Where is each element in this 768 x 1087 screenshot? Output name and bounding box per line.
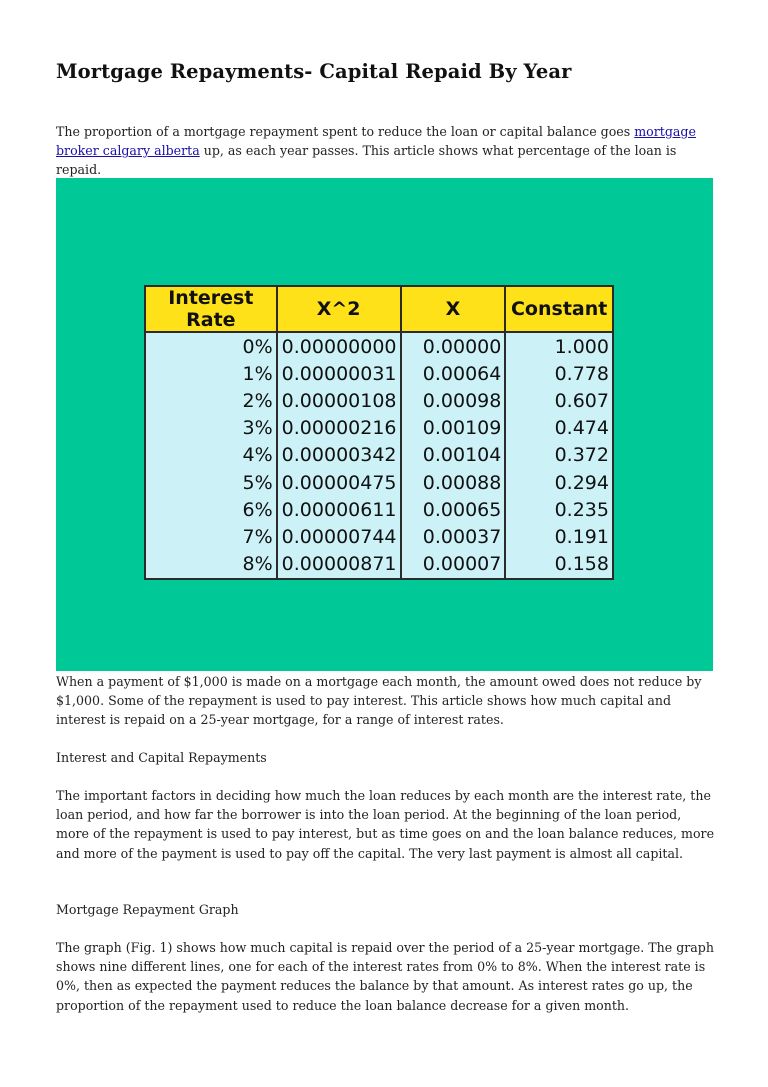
cell-rate: 6% (145, 496, 277, 523)
cell-rate: 1% (145, 360, 277, 387)
cell-rate: 2% (145, 387, 277, 414)
rates-table-image (56, 178, 713, 671)
intro-text-before: The proportion of a mortgage repayment spent to reduce the loan or capital balance goes (56, 124, 635, 139)
cell-rate: 0% (145, 332, 277, 360)
cell-constant: 0.778 (505, 360, 613, 387)
mortgage-broker-link[interactable]: mortgage broker calgary alberta (56, 124, 696, 159)
cell-x: 0.00000 (401, 332, 506, 360)
paragraph-payment-intro: When a payment of $1,000 is made on a mortgage each month, the amount owed does not reduce by $1,000. Some of the repayment is used to pay interest. This article shows how much capital and interest is repaid on a 25-year mortgage, for a range of interest rates. (56, 674, 702, 728)
table-row (145, 496, 613, 523)
cell-x-squared: 0.00000611 (277, 496, 401, 523)
cell-rate: 3% (145, 415, 277, 442)
cell-x-squared: 0.00000744 (277, 523, 401, 550)
table-row (145, 551, 613, 579)
header-x-squared: X^2 (277, 286, 401, 332)
header-interest-rate: Interest Rate (145, 286, 277, 332)
table-row (145, 415, 613, 442)
table-row (145, 360, 613, 387)
table-row (145, 469, 613, 496)
page-title: Mortgage Repayments- Capital Repaid By Year (56, 60, 572, 83)
cell-constant: 0.294 (505, 469, 613, 496)
table-row (145, 332, 613, 360)
cell-rate: 4% (145, 442, 277, 469)
cell-rate: 8% (145, 551, 277, 579)
cell-constant: 0.607 (505, 387, 613, 414)
intro-paragraph (56, 122, 716, 180)
table-row (145, 442, 613, 469)
table-row (145, 523, 613, 550)
section-heading-repayment-graph: Mortgage Repayment Graph (56, 902, 239, 917)
paragraph-graph-description: The graph (Fig. 1) shows how much capital is repaid over the period of a 25-year mortgage. The graph shows nine different lines, one for each of the interest rates from 0% to 8%. When the interest rate is 0%, then as expected the payment reduces the balance by that amount. As interest rates go up, the proportion of the repayment used to reduce the loan balance decrease for a given month. (56, 940, 714, 1013)
intro-text-after: up, as each year passes. This article shows what percentage of the loan is repaid. (56, 143, 677, 178)
interest-rate-table (144, 285, 614, 580)
cell-x: 0.00007 (401, 551, 506, 579)
cell-x-squared: 0.00000475 (277, 469, 401, 496)
cell-x: 0.00109 (401, 415, 506, 442)
cell-x-squared: 0.00000216 (277, 415, 401, 442)
cell-x: 0.00065 (401, 496, 506, 523)
cell-x-squared: 0.00000031 (277, 360, 401, 387)
cell-x-squared: 0.00000108 (277, 387, 401, 414)
cell-constant: 0.191 (505, 523, 613, 550)
paragraph-important-factors: The important factors in deciding how much the loan reduces by each month are the interest rate, the loan period, and how far the borrower is into the loan period. At the beginning of the loan period, more of the repayment is used to pay interest, but as time goes on and the loan balance reduces, more and more of the payment is used to pay off the capital. The very last payment is almost all capital. (56, 788, 715, 861)
cell-constant: 1.000 (505, 332, 613, 360)
table-body (145, 332, 613, 579)
cell-rate: 5% (145, 469, 277, 496)
cell-x: 0.00064 (401, 360, 506, 387)
header-x: X (401, 286, 506, 332)
cell-constant: 0.372 (505, 442, 613, 469)
cell-constant: 0.235 (505, 496, 613, 523)
cell-x-squared: 0.00000000 (277, 332, 401, 360)
cell-constant: 0.158 (505, 551, 613, 579)
cell-x: 0.00088 (401, 469, 506, 496)
cell-x-squared: 0.00000871 (277, 551, 401, 579)
cell-constant: 0.474 (505, 415, 613, 442)
table-row (145, 387, 613, 414)
section-heading-interest-capital: Interest and Capital Repayments (56, 750, 267, 765)
cell-x: 0.00037 (401, 523, 506, 550)
cell-x-squared: 0.00000342 (277, 442, 401, 469)
table-header-row (145, 286, 613, 332)
cell-rate: 7% (145, 523, 277, 550)
header-constant: Constant (505, 286, 613, 332)
cell-x: 0.00104 (401, 442, 506, 469)
cell-x: 0.00098 (401, 387, 506, 414)
